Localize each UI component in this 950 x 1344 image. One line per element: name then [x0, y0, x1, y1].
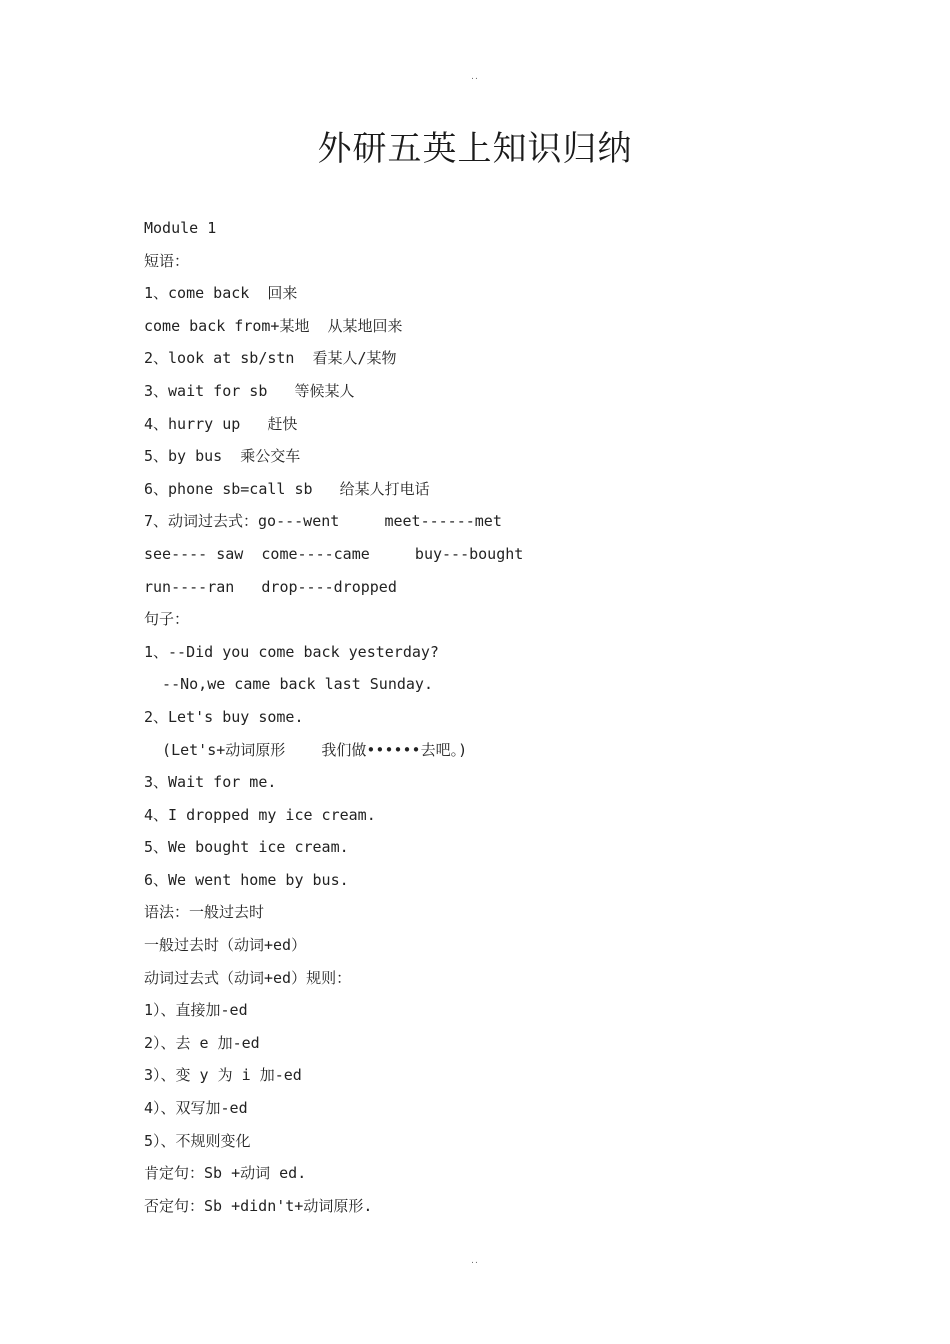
section-heading-sentences: 句子： — [144, 610, 190, 629]
sentence-line: --No,we came back last Sunday. — [144, 675, 433, 694]
section-heading-grammar: 语法：一般过去时 — [144, 903, 265, 922]
grammar-line: 动词过去式（动词+ed）规则： — [144, 968, 352, 987]
verb-past-line: see---- saw come----came buy---bought — [144, 544, 524, 563]
grammar-rule: 2）、去 e 加-ed — [144, 1033, 260, 1052]
grammar-rule: 1）、直接加-ed — [144, 1001, 248, 1020]
grammar-line: 一般过去时（动词+ed） — [144, 936, 307, 955]
verb-past-line: run----ran drop----dropped — [144, 577, 397, 596]
phrase-line: come back from+某地 从某地回来 — [144, 316, 403, 335]
document-body — [144, 212, 844, 1222]
sentence-line: 3、Wait for me. — [144, 773, 277, 792]
page-title: 外研五英上知识归纳 — [317, 128, 633, 169]
grammar-rule: 4）、双写加-ed — [144, 1099, 248, 1118]
sentence-line: 2、Let's buy some. — [144, 707, 304, 726]
sentence-line: 5、We bought ice cream. — [144, 838, 349, 857]
grammar-line: 否定句：Sb +didn't+动词原形. — [144, 1196, 373, 1215]
phrase-line: 2、look at sb/stn 看某人/某物 — [144, 349, 397, 368]
section-heading-phrases: 短语： — [144, 251, 190, 270]
grammar-rule: 5）、不规则变化 — [144, 1131, 251, 1150]
sentence-note: (Let's+动词原形 我们做••••••去吧。) — [144, 740, 468, 759]
phrase-line: 1、come back 回来 — [144, 284, 298, 303]
module-heading: Module 1 — [144, 219, 217, 237]
sentence-line: 4、I dropped my ice cream. — [144, 805, 376, 824]
phrase-line: 3、wait for sb 等候某人 — [144, 381, 355, 400]
page-footer-mark: .. — [471, 1256, 479, 1266]
phrase-line: 4、hurry up 赶快 — [144, 414, 298, 433]
grammar-rule: 3）、变 y 为 i 加-ed — [144, 1066, 302, 1085]
phrase-line: 6、phone sb=call sb 给某人打电话 — [144, 479, 430, 498]
verb-past-line: 7、动词过去式：go---went meet------met — [144, 512, 502, 531]
phrase-line: 5、by bus 乘公交车 — [144, 447, 301, 466]
page-header-mark: .. — [471, 72, 479, 82]
sentence-line: 1、--Did you come back yesterday? — [144, 642, 439, 661]
grammar-line: 肯定句：Sb +动词 ed. — [144, 1164, 307, 1183]
sentence-line: 6、We went home by bus. — [144, 870, 349, 889]
